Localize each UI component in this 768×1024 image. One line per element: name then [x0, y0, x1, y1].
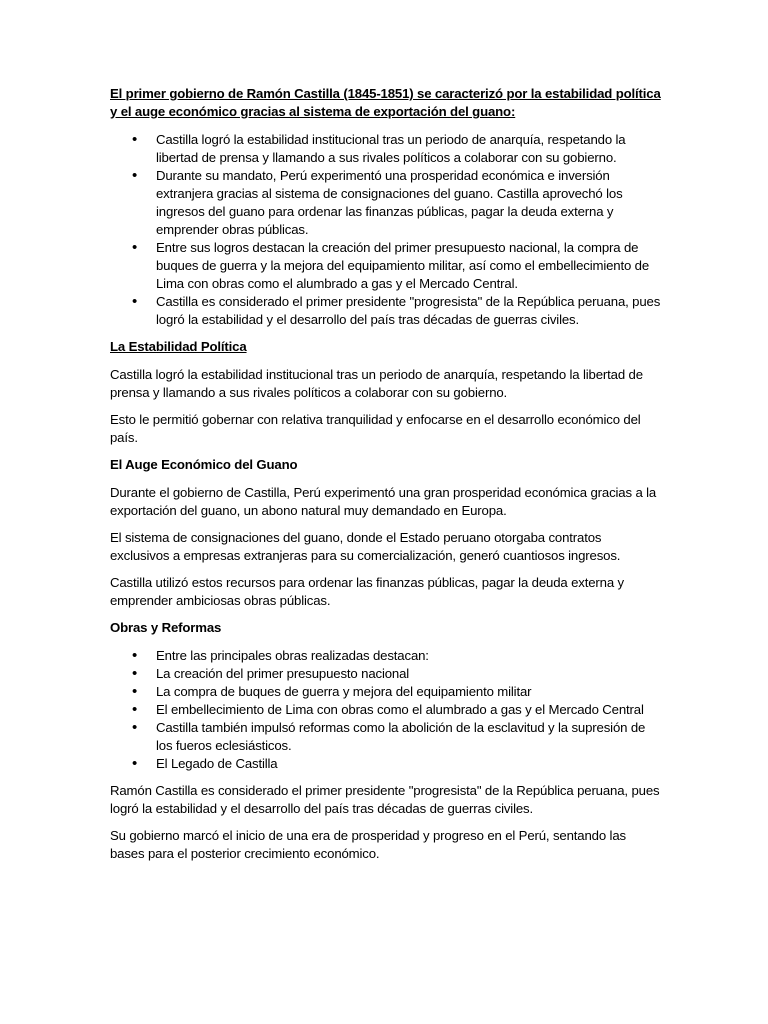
paragraph: Castilla logró la estabilidad institucional tras un periodo de anarquía, respetando la libertad de prensa y llamando a sus rivales políticos a colaborar con su gobierno. — [110, 367, 643, 400]
paragraph: Su gobierno marcó el inicio de una era de prosperidad y progreso en el Perú, sentando las bases para el posterior crecimiento económico. — [110, 828, 626, 861]
list-item: • La compra de buques de guerra y mejora del equipamiento militar — [110, 683, 662, 701]
intro-bullet-list — [110, 131, 662, 329]
intro-heading: El primer gobierno de Ramón Castilla (1845-1851) se caracterizó por la estabilidad política y el auge económico gracias al sistema de exportación del guano: — [110, 86, 661, 119]
list-item: • Castilla es considerado el primer presidente "progresista" de la República peruana, pues logró la estabilidad y el desarrollo del país tras décadas de guerras civiles. — [110, 293, 662, 329]
paragraph: Ramón Castilla es considerado el primer presidente "progresista" de la República peruana, pues logró la estabilidad y el desarrollo del país tras décadas de guerras civiles. — [110, 783, 660, 816]
list-item: • Castilla también impulsó reformas como la abolición de la esclavitud y la supresión de los fueros eclesiásticos. — [110, 719, 662, 755]
document-page — [110, 85, 662, 872]
list-item: • El Legado de Castilla — [110, 755, 662, 773]
paragraph: El sistema de consignaciones del guano, donde el Estado peruano otorgaba contratos exclusivos a empresas extranjeras para su comercialización, generó cuantiosos ingresos. — [110, 530, 621, 563]
section-heading-guano: El Auge Económico del Guano — [110, 457, 298, 472]
paragraph: Castilla utilizó estos recursos para ordenar las finanzas públicas, pagar la deuda externa y emprender ambiciosas obras públicas. — [110, 575, 624, 608]
paragraph: Durante el gobierno de Castilla, Perú experimentó una gran prosperidad económica gracias a la exportación del guano, un abono natural muy demandado en Europa. — [110, 485, 657, 518]
list-item: • La creación del primer presupuesto nacional — [110, 665, 662, 683]
section-heading-estabilidad: La Estabilidad Política — [110, 339, 247, 354]
section-heading-obras: Obras y Reformas — [110, 620, 222, 635]
paragraph: Esto le permitió gobernar con relativa tranquilidad y enfocarse en el desarrollo económico del país. — [110, 412, 641, 445]
list-item: • Entre sus logros destacan la creación del primer presupuesto nacional, la compra de buques de guerra y la mejora del equipamiento militar, así como el embellecimiento de Lima con obras como el alumbrado a gas y el Mercado Central. — [110, 239, 662, 293]
list-item: • Durante su mandato, Perú experimentó una prosperidad económica e inversión extranjera gracias al sistema de consignaciones del guano. Castilla aprovechó los ingresos del guano para ordenar las finanzas públicas, pagar la deuda externa y emprender obras públicas. — [110, 167, 662, 239]
list-item: • Entre las principales obras realizadas destacan: — [110, 647, 662, 665]
obras-bullet-list — [110, 647, 662, 773]
list-item: • El embellecimiento de Lima con obras como el alumbrado a gas y el Mercado Central — [110, 701, 662, 719]
list-item: • Castilla logró la estabilidad institucional tras un periodo de anarquía, respetando la libertad de prensa y llamando a sus rivales políticos a colaborar con su gobierno. — [110, 131, 662, 167]
